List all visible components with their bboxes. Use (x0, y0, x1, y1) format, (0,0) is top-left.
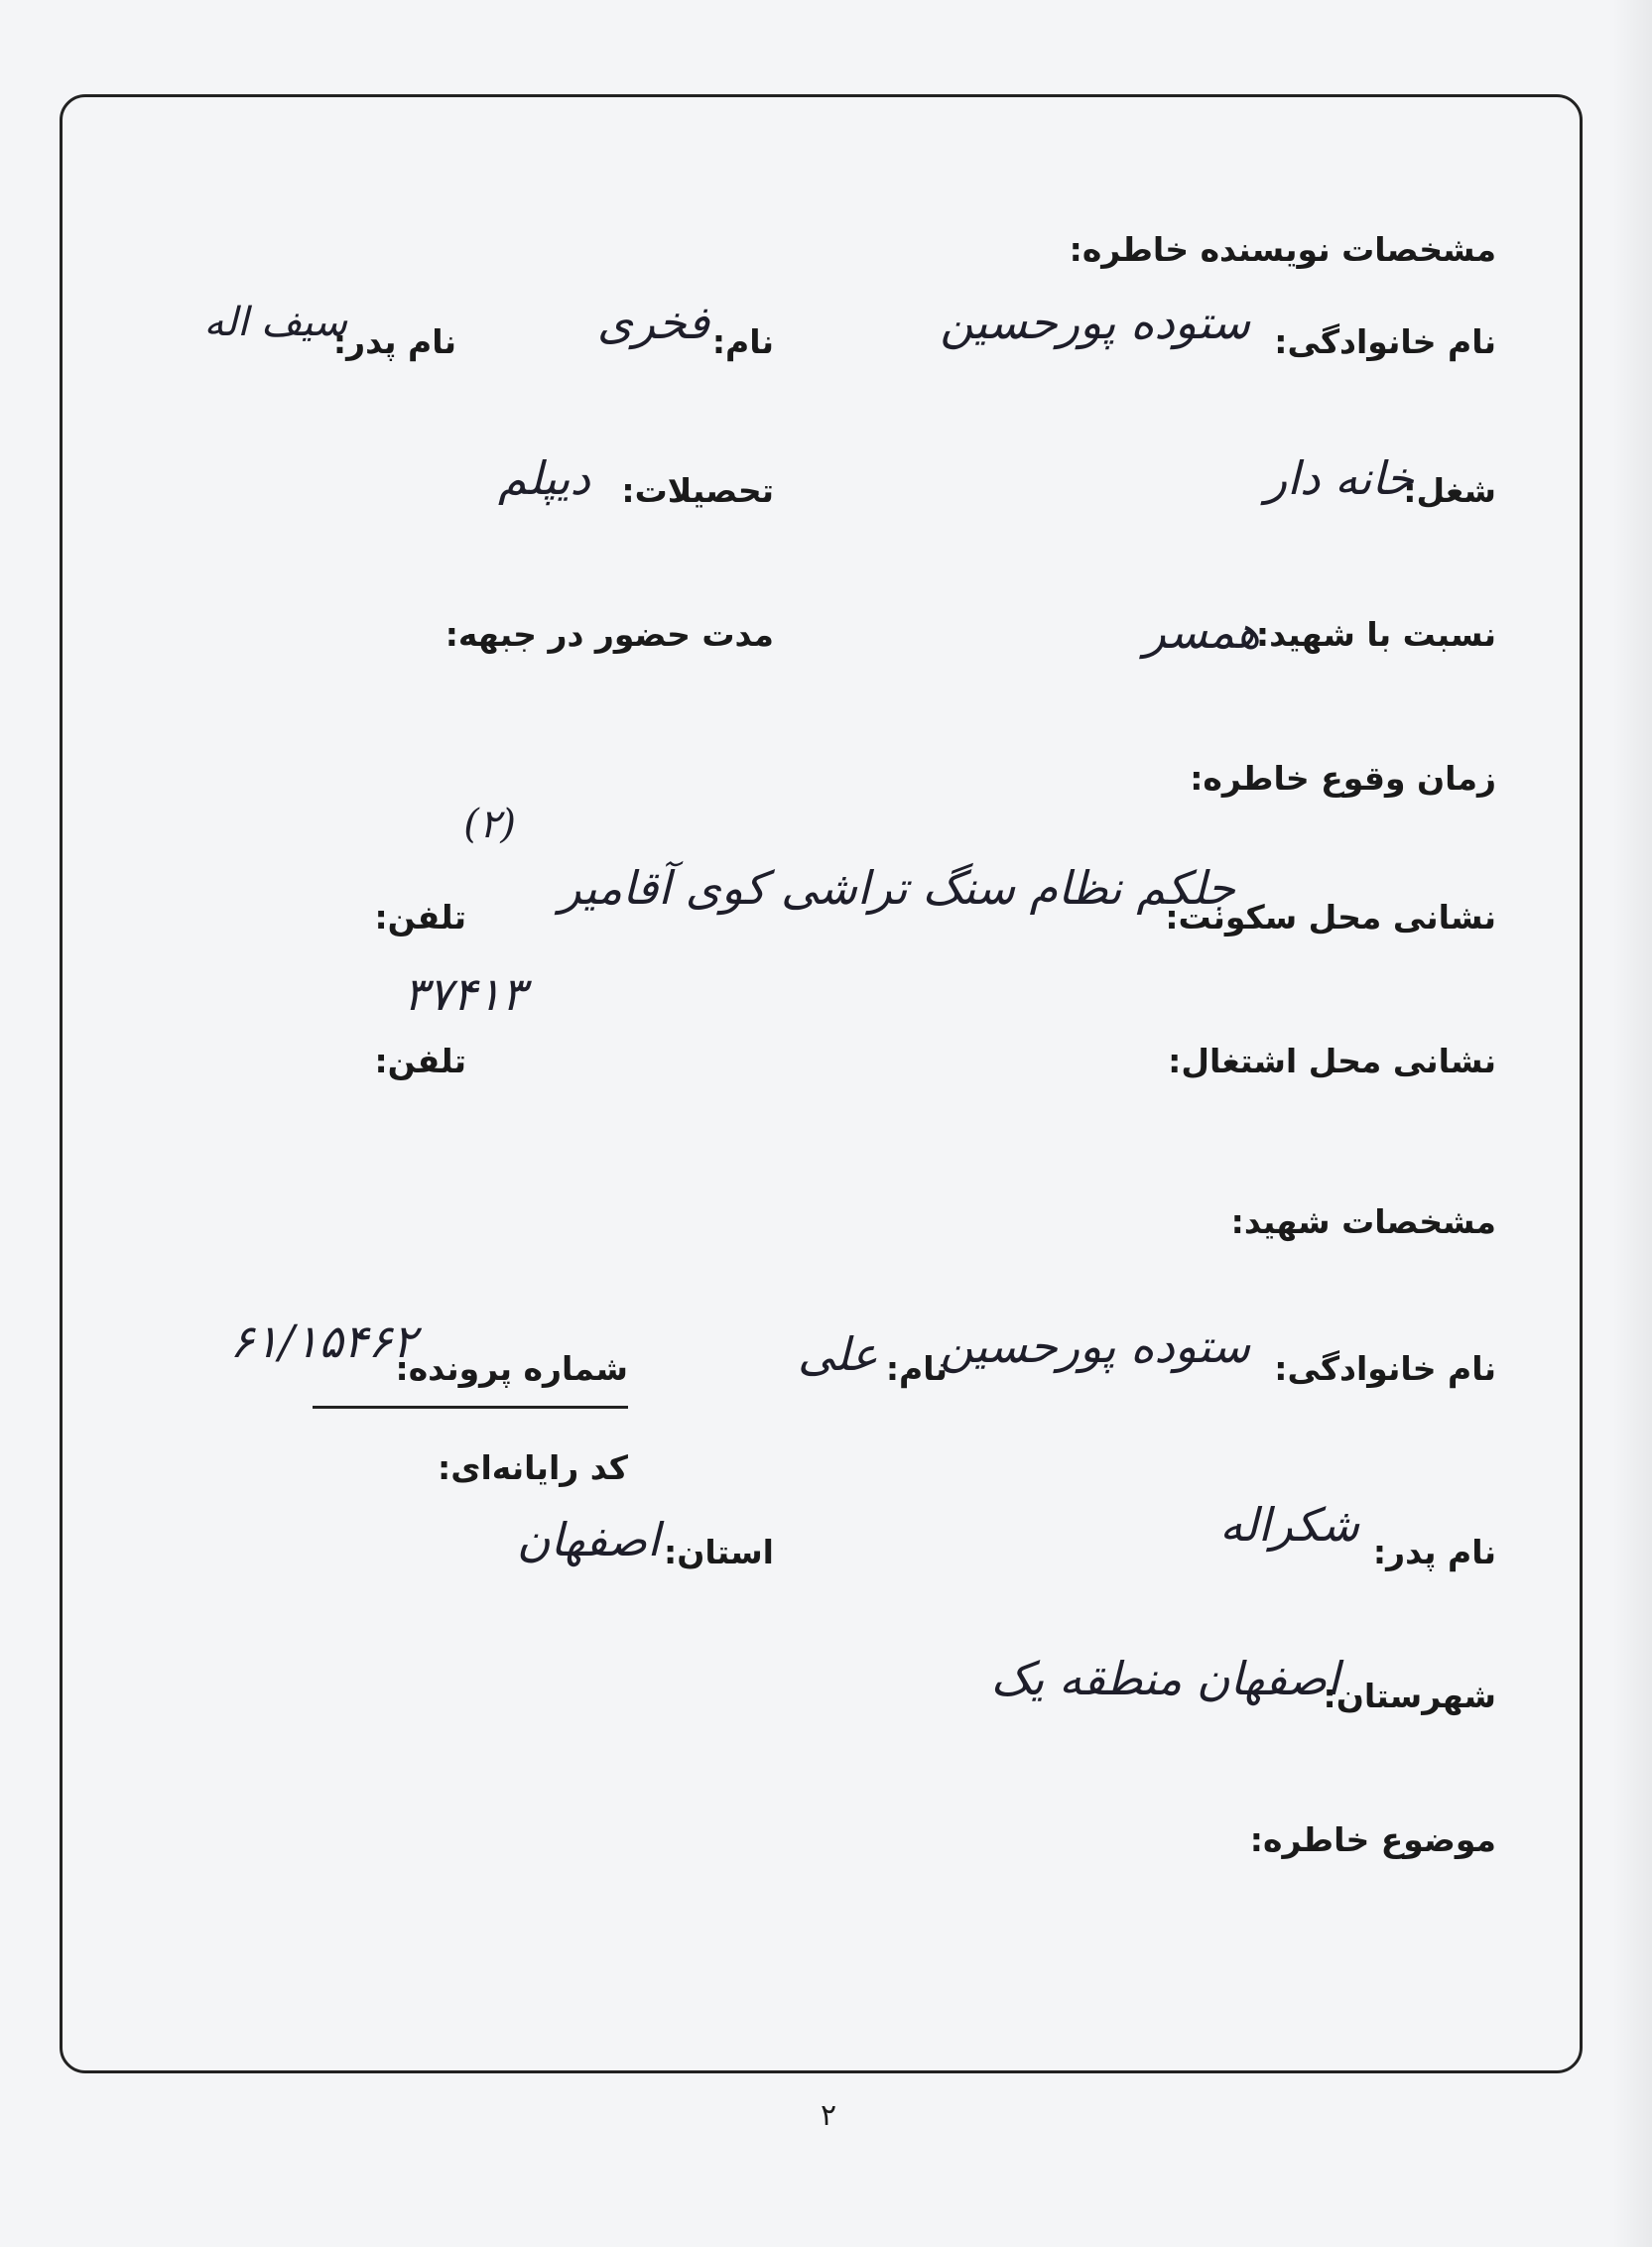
writer-work-address-label: نشانی محل اشتغال: (1168, 1042, 1496, 1080)
martyr-province-value: اصفهان (516, 1513, 660, 1566)
martyr-computer-code-label: کد رایانه‌ای: (438, 1448, 628, 1487)
martyr-province-label: استان: (664, 1533, 774, 1571)
writer-relation-value: همسر (1143, 605, 1260, 659)
writer-education-label: تحصیلات: (621, 471, 774, 510)
martyr-first-name-label: نام: (885, 1349, 948, 1388)
writer-home-phone-value: ۳۷۴۱۳ (403, 967, 526, 1021)
writer-work-phone-label: تلفن: (374, 1042, 466, 1080)
martyr-father-name-value: شکراله (1219, 1498, 1359, 1552)
writer-section-heading: مشخصات نویسنده خاطره: (1069, 230, 1496, 269)
writer-home-address-label: نشانی محل سکونت: (1165, 898, 1496, 936)
writer-education-value: دیپلم (497, 451, 590, 505)
martyr-city-value: اصفهان منطقه یک (990, 1652, 1339, 1705)
writer-first-name-value: فخری (596, 296, 709, 349)
martyr-family-name-label: نام خانوادگی: (1274, 1349, 1496, 1388)
writer-front-duration-label: مدت حضور در جبهه: (445, 615, 774, 654)
writer-home-address-value: جلکم نظام سنگ تراشی کوی آقامیر (559, 861, 1235, 915)
writer-relation-label: نسبت با شهید: (1255, 615, 1496, 654)
writer-home-phone-label: تلفن: (374, 898, 466, 936)
martyr-file-number-label: شماره پرونده: (395, 1349, 628, 1388)
writer-father-name-label: نام پدر: (332, 322, 456, 361)
writer-occupation-label: شغل: (1403, 471, 1496, 510)
page-edge-shadow (1612, 0, 1652, 2247)
file-number-underline (313, 1406, 628, 1409)
martyr-first-name-value: علی (797, 1327, 878, 1381)
writer-home-address-note: (۲) (463, 802, 516, 847)
writer-family-name-label: نام خانوادگی: (1274, 322, 1496, 361)
martyr-memory-subject-label: موضوع خاطره: (1249, 1820, 1496, 1859)
writer-memory-time-label: زمان وقوع خاطره: (1190, 759, 1496, 798)
writer-family-name-value: ستوده پورحسین (940, 296, 1250, 349)
writer-father-name-value: سیف اله (203, 300, 347, 345)
martyr-section-heading: مشخصات شهید: (1230, 1202, 1496, 1241)
martyr-city-label: شهرستان: (1323, 1677, 1496, 1715)
martyr-father-name-label: نام پدر: (1372, 1533, 1496, 1571)
page-number: ۲ (820, 2098, 837, 2133)
martyr-file-number-value: ۶۱/۱۵۴۶۲ (229, 1314, 417, 1368)
martyr-family-name-value: ستوده پورحسین (940, 1319, 1250, 1373)
writer-first-name-label: نام: (711, 322, 774, 361)
form-frame (60, 94, 1583, 2073)
writer-occupation-value: خانه دار (1264, 451, 1414, 505)
